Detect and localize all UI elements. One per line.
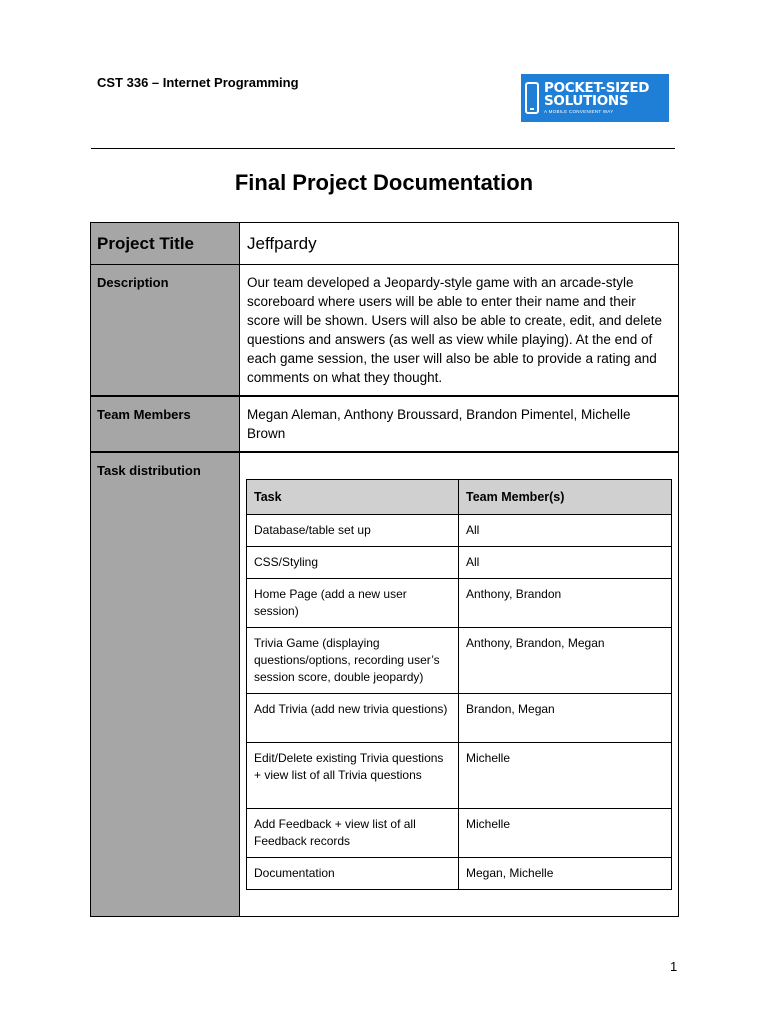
company-logo — [521, 74, 669, 122]
table-row — [247, 694, 672, 743]
task-distribution-cell — [240, 452, 679, 916]
members-column-header: Team Member(s) — [459, 480, 672, 515]
task-cell: Database/table set up — [247, 515, 459, 547]
description-value: Our team developed a Jeopardy-style game with an arcade-style scoreboard where users will be able to enter their name and their score will be shown. Users will also be able to create, edit, and delete questions and answers (as well as view while playing). At the end of each game session, the user will also be able to provide a rating and comments on what they thought. — [240, 265, 679, 397]
project-info-table — [90, 222, 679, 917]
team-members-value: Megan Aleman, Anthony Broussard, Brandon Pimentel, Michelle Brown — [240, 396, 679, 452]
task-distribution-label: Task distribution — [91, 452, 240, 916]
course-name: CST 336 – Internet Programming — [97, 75, 299, 90]
project-title-value: Jeffpardy — [240, 223, 679, 265]
members-cell: All — [459, 515, 672, 547]
phone-icon — [525, 82, 539, 114]
team-members-row — [91, 396, 679, 452]
task-cell: Add Trivia (add new trivia questions) — [247, 694, 459, 743]
header-divider — [91, 148, 675, 149]
members-cell: Anthony, Brandon — [459, 579, 672, 628]
logo-line-1: POCKET-SIZED — [544, 79, 650, 96]
task-cell: Home Page (add a new user session) — [247, 579, 459, 628]
task-cell: Add Feedback + view list of all Feedback records — [247, 809, 459, 858]
task-table — [246, 479, 672, 890]
description-label: Description — [91, 265, 240, 397]
table-row — [247, 628, 672, 694]
task-cell: Trivia Game (displaying questions/options, recording user’s session score, double jeopardy) — [247, 628, 459, 694]
project-title-row — [91, 223, 679, 265]
task-cell: CSS/Styling — [247, 547, 459, 579]
team-members-label: Team Members — [91, 396, 240, 452]
table-row — [247, 515, 672, 547]
task-column-header: Task — [247, 480, 459, 515]
logo-tagline: A MOBILE CONVENIENT WAY — [544, 108, 614, 114]
document-title: Final Project Documentation — [234, 170, 534, 195]
logo-text — [544, 79, 650, 115]
table-row — [247, 743, 672, 809]
members-cell: Megan, Michelle — [459, 858, 672, 890]
members-cell: Michelle — [459, 809, 672, 858]
task-cell: Documentation — [247, 858, 459, 890]
table-row — [247, 858, 672, 890]
table-row — [247, 547, 672, 579]
page-number: 1 — [670, 959, 678, 974]
task-distribution-row — [91, 452, 679, 916]
description-row — [91, 265, 679, 397]
table-row — [247, 579, 672, 628]
task-table-header — [247, 480, 672, 515]
logo-line-2: SOLUTIONS — [544, 93, 629, 110]
table-row — [247, 809, 672, 858]
members-cell: Michelle — [459, 743, 672, 809]
project-title-label: Project Title — [91, 223, 240, 265]
task-cell: Edit/Delete existing Trivia questions + view list of all Trivia questions — [247, 743, 459, 809]
members-cell: All — [459, 547, 672, 579]
members-cell: Anthony, Brandon, Megan — [459, 628, 672, 694]
members-cell: Brandon, Megan — [459, 694, 672, 743]
